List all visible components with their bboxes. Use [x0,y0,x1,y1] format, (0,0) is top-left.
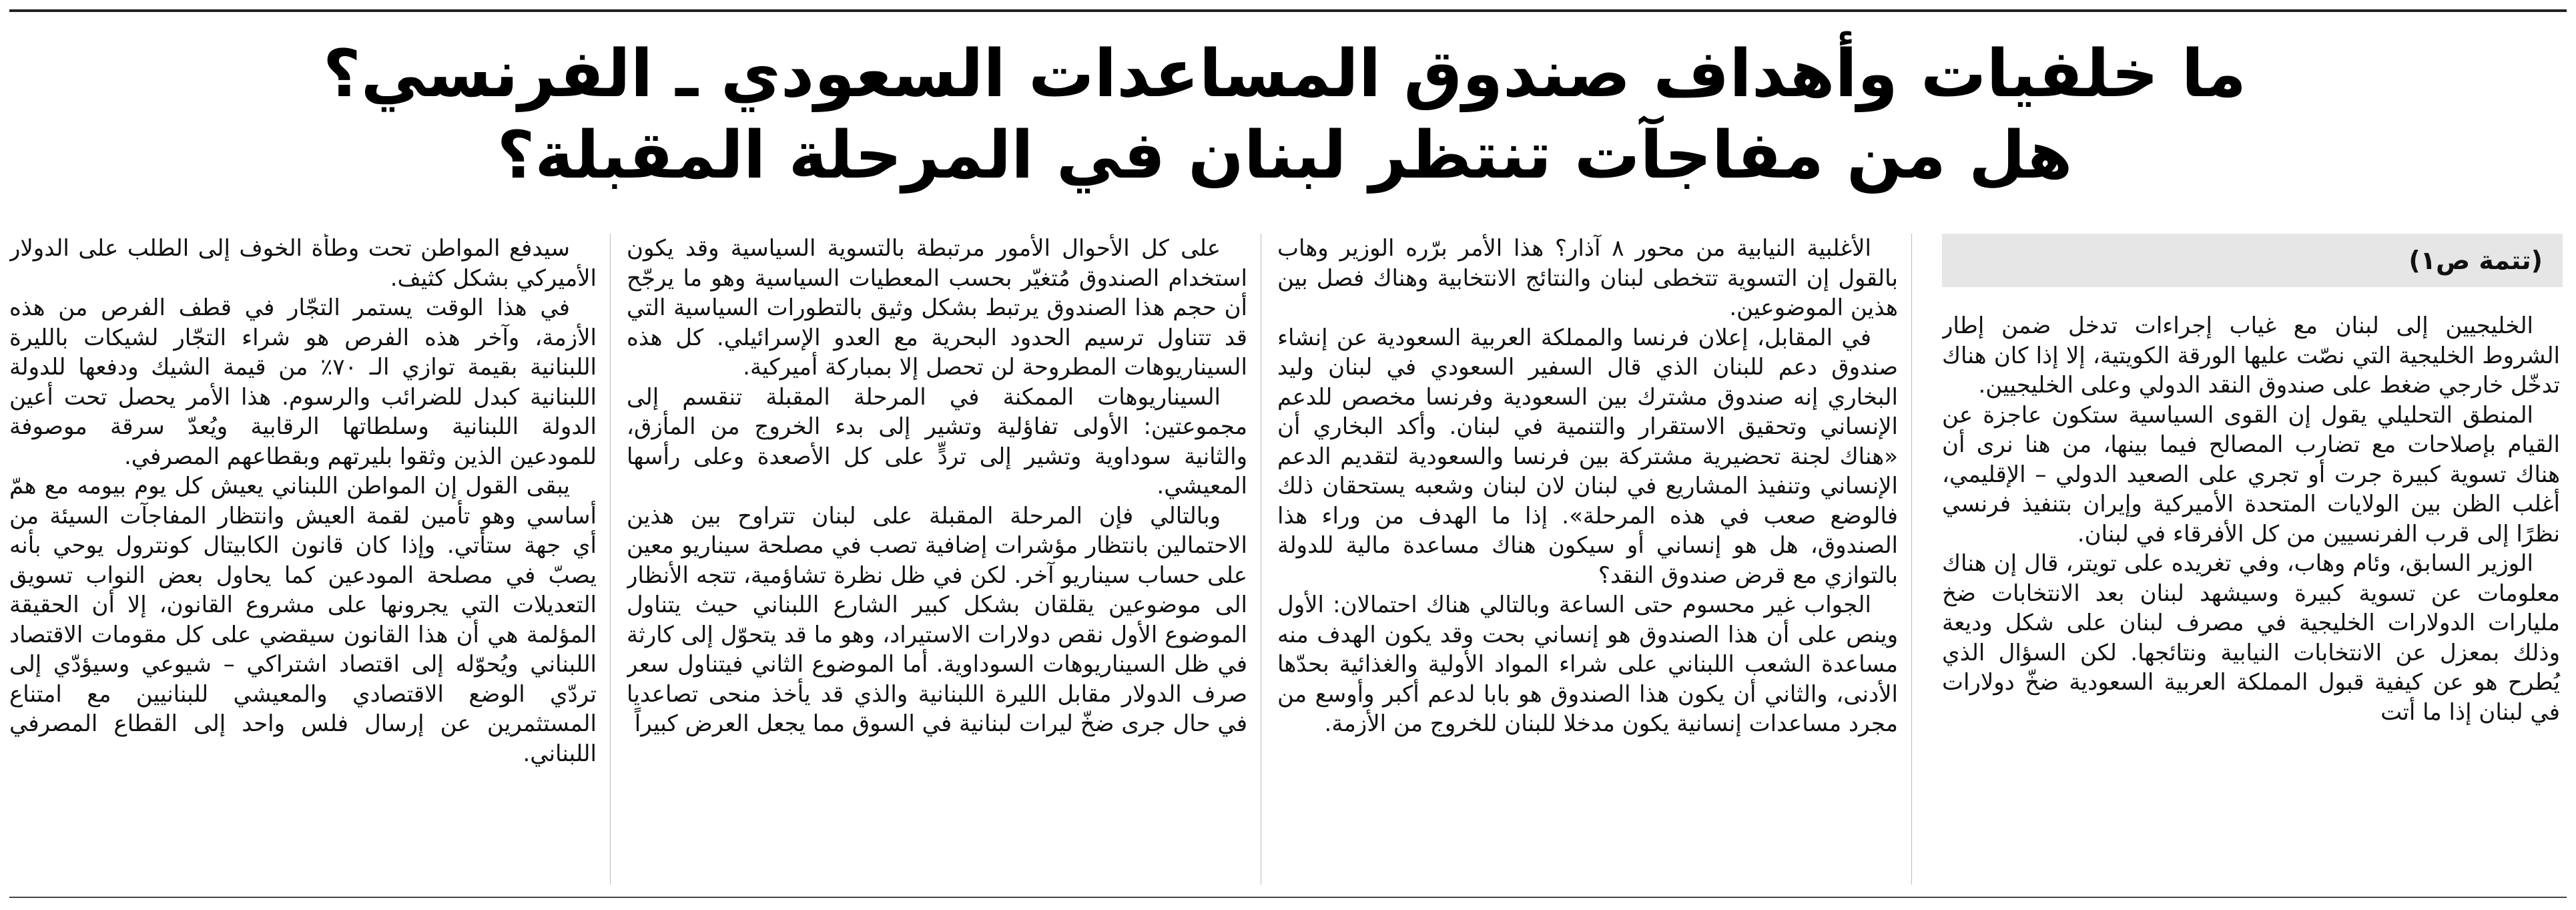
column-4 [9,234,611,885]
paragraph: في المقابل، إعلان فرنسا والمملكة العربية السعودية عن إنشاء صندوق دعم للبنان الذي قال السفير السعودي في لبنان وليد البخاري إنه صندوق مشترك بين السعودية وفرنسا مخصص للدعم الإنساني وتحقيق الاستقرار والتنمية في لبنان. وأكد البخاري أن «هناك لجنة تحضيرية مشتركة بين فرنسا والسعودية لتقديم الدعم الإنساني وتنفيذ المشاريع في لبنان لان لبنان وشعبه يستحقان ذلك فالوضع صعب في هذه المرحلة». إذا ما الهدف من وراء هذا الصندوق، هل هو إنساني أو سيكون هناك مساعدة مالية للدولة بالتوازي مع قرض صندوق النقد؟ [1277,324,1898,589]
top-rule [9,9,2567,12]
paragraph: الوزير السابق، وئام وهاب، وفي تغريده على تويتر، قال إن هناك معلومات عن تسوية كبيرة وسيشهد لبنان بعد الانتخابات ضخ مليارات الدولارات الخليجية في مصرف لبنان على شكل وديعة وذلك بمعزل عن الانتخابات النيابية ونتائجها. لكن السؤال الذي يُطرح هو عن كيفية قبول المملكة العربية السعودية ضخّ دولارات في لبنان إذا ما أتت [1942,550,2560,726]
paragraph: الأغلبية النيابية من محور ٨ آذار؟ هذا الأمر برّره الوزير وهاب بالقول إن التسوية تتخطى لبنان والنتائج الانتخابية وهناك فصل بين هذين الموضوعين. [1277,235,1898,321]
paragraph: سيدفع المواطن تحت وطأة الخوف إلى الطلب على الدولار الأميركي بشكل كثيف. [9,235,597,292]
paragraph: المنطق التحليلي يقول إن القوى السياسية ستكون عاجزة عن القيام بإصلاحات مع تضارب المصالح فيما بينها، من هنا نرى أن هناك تسوية كبيرة جرت أو تجري على الصعيد الدولي – الإقليمي، أغلب الظن بين الولايات المتحدة الأميركية وإيران بتنفيذ فرنسي نظرًا إلى قرب الفرنسيين من كل الأفرقاء في لبنان. [1942,401,2560,547]
column-3 [627,234,1261,885]
paragraph: يبقى القول إن المواطن اللبناني يعيش كل يوم بيومه مع همّ أساسي وهو تأمين لقمة العيش وانتظار المفاجآت السيئة من أي جهة ستأتي. وإذا كان قانون الكابيتال كونترول يوحي بأنه يصبّ في مصلحة المودعين كما يحاول بعض النواب تسويق التعديلات التي يجرونها على مشروع القانون، إلا أن الحقيقة المؤلمة هي أن هذا القانون سيقضي على كل مقومات الاقتصاد اللبناني ويُحوّله إلى اقتصاد اشتراكي – شيوعي وسيؤدّي إلى تردّي الوضع الاقتصادي والمعيشي للبنانيين مع امتناع المستثمرين عن إرسال فلس واحد إلى القطاع المصرفي اللبناني. [9,473,597,767]
continued-label: (تتمة ص١) [1942,234,2563,287]
headline-line-2: هل من مفاجآت تنتظر لبنان في المرحلة المقبلة؟ [497,118,2073,194]
column-2 [1277,234,1912,885]
bottom-rule [9,897,2567,898]
paragraph: الجواب غير محسوم حتى الساعة وبالتالي هناك احتمالان: الأول وينص على أن هذا الصندوق هو إنساني بحت وقد يكون الهدف منه مساعدة الشعب اللبناني على شراء المواد الأولية والغذائية بحدّها الأدنى، والثاني أن يكون هذا الصندوق هو بابا لدعم أكبر وأوسع من مجرد مساعدات إنسانية يكون مدخلا للبنان للخروج من الأزمة. [1277,592,1898,737]
paragraph: السيناريوهات الممكنة في المرحلة المقبلة تنقسم إلى مجموعتين: الأولى تفاؤلية وتشير إلى بدء الخروج من المأزق، والثانية سوداوية وتشير إلى تردٍّ على كل الأصعدة وعلى رأسها المعيشي. [627,383,1247,499]
paragraph: الخليجيين إلى لبنان مع غياب إجراءات تدخل ضمن إطار الشروط الخليجية التي نصّت عليها الورقة الكويتية، إلا إذا كان هناك تدخّل خارجي ضغط على صندوق النقد الدولي وعلى الخليجيين. [1942,312,2560,399]
headline [60,33,2509,207]
article-columns [9,234,2563,885]
paragraph: في هذا الوقت يستمر التجّار في قطف الفرص من هذه الأزمة، وآخر هذه الفرص هو شراء التجّار لشيكات بالليرة اللبنانية بقيمة توازي الـ ٧٠٪ من قيمة الشيك ودفعها للدولة اللبنانية كبدل للضرائب والرسوم. هذا الأمر يحصل تحت أعين الدولة اللبنانية وسلطاتها الرقابية ويُعدّ سرقة موصوفة للمودعين الذين وثقوا بليرتهم وبقطاعهم المصرفي. [9,294,597,470]
headline-line-1: ما خلفيات وأهداف صندوق المساعدات السعودي ـ الفرنسي؟ [322,36,2247,112]
paragraph: وبالتالي فإن المرحلة المقبلة على لبنان تتراوح بين هذين الاحتمالين بانتظار مؤشرات إضافية تصب في مصلحة سيناريو معين على حساب سيناريو آخر. لكن في ظل نظرة تشاؤمية، تتجه الأنظار الى موضوعين يقلقان بشكل كبير الشارع اللبناني حيث يتناول الموضوع الأول نقص دولارات الاستيراد، وهو ما قد يتحوّل إلى كارثة في ظل السيناريوهات السوداوية. أما الموضوع الثاني فيتناول سعر صرف الدولار مقابل الليرة اللبنانية والذي قد يأخذ منحى تصاعديا في حال جرى ضخّ ليرات لبنانية في السوق مما يجعل العرض كبيراً [627,502,1247,737]
column-1 [1942,234,2563,885]
paragraph: على كل الأحوال الأمور مرتبطة بالتسوية السياسية وقد يكون استخدام الصندوق مُتغيّر بحسب المعطيات السياسية وهو ما يرجّح أن حجم هذا الصندوق يرتبط بشكل وثيق بالتطورات السياسية التي قد تتناول ترسيم الحدود البحرية مع العدو الإسرائيلي. كل هذه السيناريوهات المطروحة لن تحصل إلا بمباركة أميركية. [627,235,1247,381]
